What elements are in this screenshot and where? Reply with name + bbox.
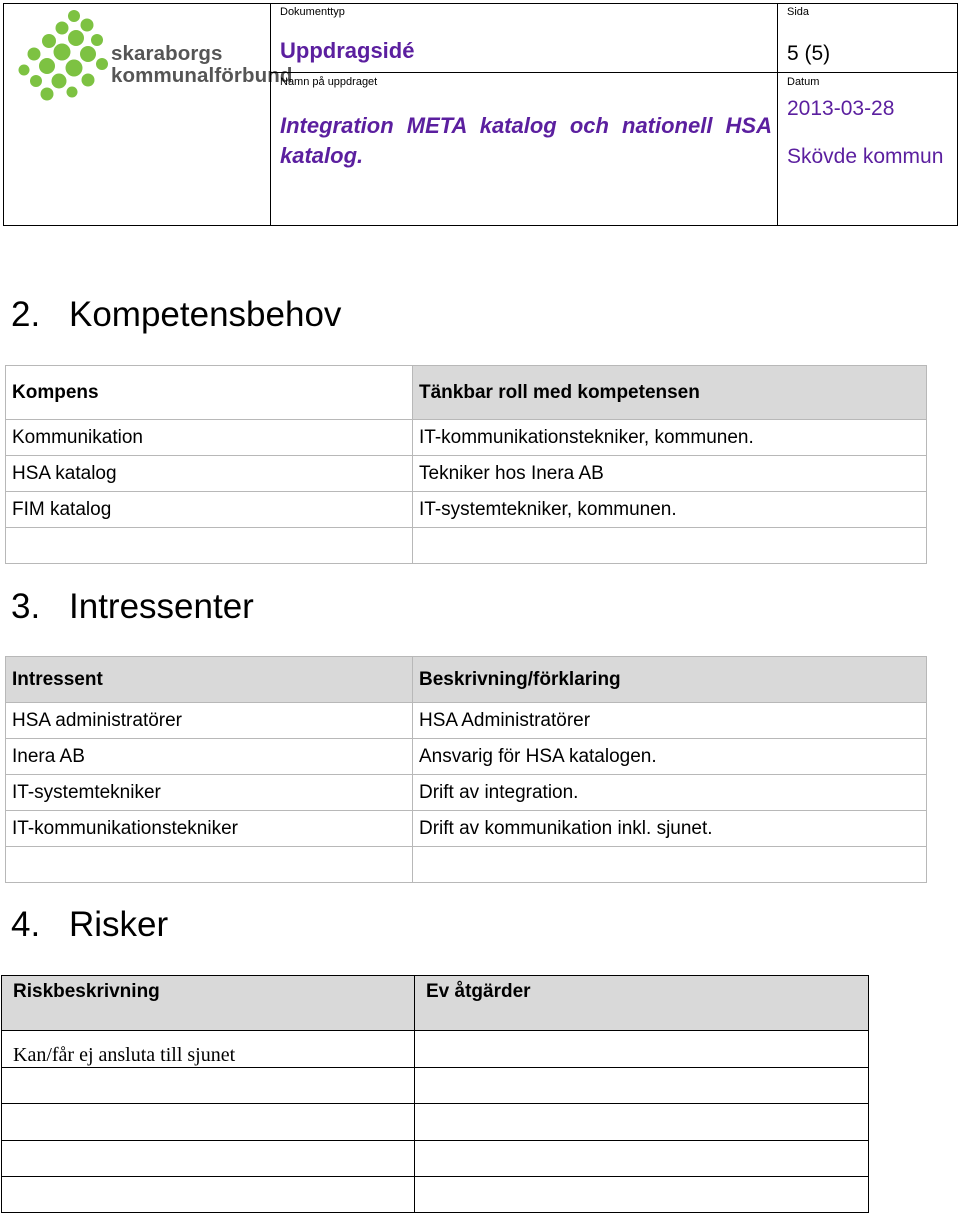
table-cell: Tekniker hos Inera AB <box>413 456 927 492</box>
table-cell: HSA administratörer <box>6 703 413 739</box>
column-header: Intressent <box>6 657 413 703</box>
table-cell: IT-systemtekniker <box>6 775 413 811</box>
table-header-row <box>2 976 869 1031</box>
section-title: Risker <box>69 905 169 944</box>
table-row <box>6 775 927 811</box>
page-label: Sida <box>787 6 810 18</box>
logo-text-line2: kommunalförbund <box>111 64 293 87</box>
table-cell: IT-systemtekniker, kommunen. <box>413 492 927 528</box>
table-cell: HSA katalog <box>6 456 413 492</box>
project-name: Integration META katalog och nationell HSA katalog. <box>280 113 772 168</box>
header-divider-right <box>778 72 958 73</box>
doctype-label: Dokumenttyp <box>280 6 345 18</box>
section-heading-intressenter <box>11 587 254 627</box>
organization-logo <box>14 8 293 103</box>
table-row <box>2 1104 869 1141</box>
header-middle-column <box>270 4 778 225</box>
table-cell: Kommunikation <box>6 420 413 456</box>
table-cell: IT-kommunikationstekniker, kommunen. <box>413 420 927 456</box>
section-number: 4. <box>11 905 41 944</box>
project-label: Namn på uppdraget <box>280 76 378 88</box>
table-cell <box>413 847 927 883</box>
table-cell: Kan/får ej ansluta till sjunet <box>2 1031 415 1068</box>
table-cell <box>2 1141 415 1177</box>
section-number: 3. <box>11 587 41 626</box>
section-title: Intressenter <box>69 587 254 626</box>
risker-table <box>1 975 869 1213</box>
intressenter-table <box>5 656 927 883</box>
date-label: Datum <box>787 76 820 88</box>
table-cell <box>415 1104 869 1141</box>
table-cell: Ansvarig för HSA katalogen. <box>413 739 927 775</box>
table-cell <box>415 1177 869 1213</box>
column-header: Kompens <box>6 366 413 420</box>
table-row <box>6 811 927 847</box>
table-row <box>2 1068 869 1104</box>
table-cell <box>2 1177 415 1213</box>
column-header: Riskbeskrivning <box>2 976 415 1031</box>
table-cell <box>6 847 413 883</box>
table-cell: IT-kommunikationstekniker <box>6 811 413 847</box>
table-row <box>6 456 927 492</box>
table-row <box>2 1177 869 1213</box>
kompetens-table <box>5 365 927 564</box>
table-cell <box>6 528 413 564</box>
section-number: 2. <box>11 295 41 334</box>
table-cell <box>2 1068 415 1104</box>
table-row <box>2 1141 869 1177</box>
table-header-row <box>6 657 927 703</box>
table-cell <box>2 1104 415 1141</box>
table-cell: FIM katalog <box>6 492 413 528</box>
column-header: Beskrivning/förklaring <box>413 657 927 703</box>
table-row <box>6 703 927 739</box>
table-header-row <box>6 366 927 420</box>
section-heading-kompetensbehov <box>11 295 341 335</box>
logo-text-line1: skaraborgs <box>111 42 223 65</box>
table-row <box>6 739 927 775</box>
section-heading-risker <box>11 905 168 945</box>
section-title: Kompetensbehov <box>69 295 342 334</box>
organization-name: Skövde kommun <box>787 145 944 168</box>
table-cell <box>415 1141 869 1177</box>
column-header: Tänkbar roll med kompetensen <box>413 366 927 420</box>
table-cell: Drift av integration. <box>413 775 927 811</box>
table-cell: HSA Administratörer <box>413 703 927 739</box>
table-row <box>6 847 927 883</box>
header-divider <box>271 72 778 73</box>
page-number: 5 (5) <box>787 42 831 65</box>
document-date: 2013-03-28 <box>787 97 895 120</box>
table-cell <box>415 1031 869 1068</box>
document-header <box>3 3 958 226</box>
table-row <box>6 492 927 528</box>
header-right-column <box>777 4 958 225</box>
column-header: Ev åtgärder <box>415 976 869 1031</box>
table-row <box>6 528 927 564</box>
table-cell: Inera AB <box>6 739 413 775</box>
table-row <box>2 1031 869 1068</box>
table-row <box>6 420 927 456</box>
table-cell <box>413 528 927 564</box>
table-cell <box>415 1068 869 1104</box>
table-cell: Drift av kommunikation inkl. sjunet. <box>413 811 927 847</box>
logo-mark-icon <box>14 8 114 103</box>
document-type: Uppdragsidé <box>280 38 415 63</box>
